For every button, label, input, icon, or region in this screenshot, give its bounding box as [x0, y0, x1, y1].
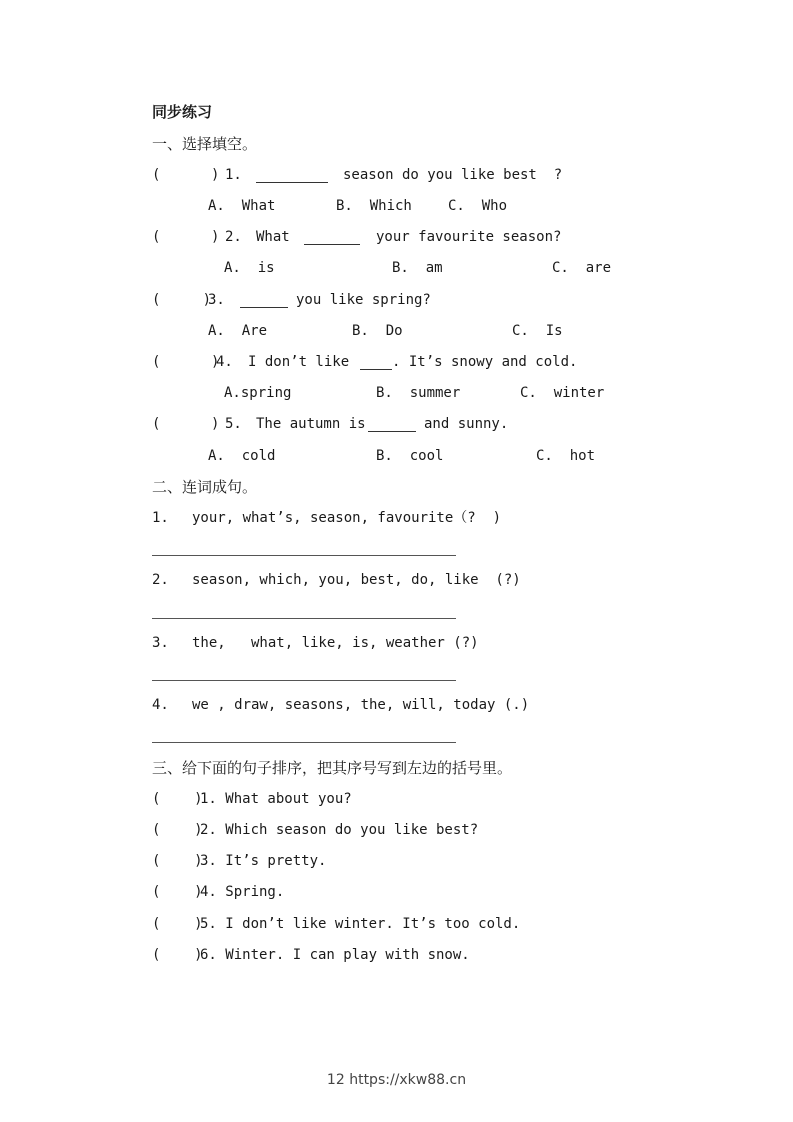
footer-url[interactable]: https://xkw88.cn	[349, 1072, 467, 1088]
section3-heading: 三、给下面的句子排序，把其序号写到左边的括号里。	[152, 759, 513, 777]
option-b: B. cool	[376, 448, 444, 464]
option-c: C. Is	[512, 323, 563, 339]
answer-line[interactable]	[152, 680, 456, 681]
question-text: season do you like best ?	[343, 167, 563, 183]
section2-heading: 二、连词成句。	[152, 478, 258, 496]
fill-blank[interactable]	[304, 244, 360, 245]
word-list: season, which, you, best, do, like (?)	[192, 572, 521, 588]
sentence: 5. I don’t like winter. It’s too cold.	[200, 916, 521, 932]
item-number: 3.	[152, 635, 169, 651]
sentence: 1. What about you?	[200, 791, 352, 807]
answer-bracket[interactable]: ( )	[152, 354, 220, 370]
question-number: 3.	[208, 292, 225, 308]
section1-heading: 一、选择填空。	[152, 135, 258, 153]
question-prefix: The autumn is	[256, 416, 366, 432]
option-a: A. is	[224, 260, 275, 276]
page-footer	[0, 1072, 793, 1088]
answer-bracket[interactable]: ( )	[152, 292, 212, 308]
option-a: A. What	[208, 198, 276, 214]
page-number: 12	[326, 1072, 345, 1088]
answer-bracket[interactable]: ( )	[152, 416, 220, 432]
question-text: and sunny.	[424, 416, 509, 432]
answer-bracket[interactable]: ( )	[152, 853, 203, 869]
answer-bracket[interactable]: ( )	[152, 916, 203, 932]
option-b: B. Do	[352, 323, 403, 339]
page-title: 同步练习	[152, 103, 213, 121]
word-list: your, what’s, season, favourite（? )	[192, 510, 502, 526]
answer-bracket[interactable]: ( )	[152, 229, 220, 245]
option-b: B. summer	[376, 385, 461, 401]
option-b: B. am	[392, 260, 443, 276]
option-c: C. hot	[536, 448, 596, 464]
answer-line[interactable]	[152, 742, 456, 743]
option-a: A. cold	[208, 448, 276, 464]
question-number: 4.	[216, 354, 233, 370]
item-number: 2.	[152, 572, 169, 588]
answer-bracket[interactable]: ( )	[152, 884, 203, 900]
option-a: A.spring	[224, 385, 292, 401]
sentence: 2. Which season do you like best?	[200, 822, 479, 838]
question-prefix: I don’t like	[248, 354, 350, 370]
option-b: B. Which	[336, 198, 412, 214]
question-prefix: What	[256, 229, 290, 245]
answer-bracket[interactable]: ( )	[152, 947, 203, 963]
word-list: we , draw, seasons, the, will, today (.)	[192, 697, 530, 713]
sentence: 4. Spring.	[200, 884, 285, 900]
fill-blank[interactable]	[368, 431, 416, 432]
fill-blank[interactable]	[256, 182, 328, 183]
question-text: your favourite season?	[376, 229, 562, 245]
answer-line[interactable]	[152, 618, 456, 619]
item-number: 1.	[152, 510, 169, 526]
answer-bracket[interactable]: ( )	[152, 822, 203, 838]
question-number: 5.	[225, 416, 242, 432]
option-c: C. are	[552, 260, 612, 276]
answer-line[interactable]	[152, 555, 456, 556]
question-number: 1.	[225, 167, 242, 183]
question-text: . It’s snowy and cold.	[392, 354, 578, 370]
item-number: 4.	[152, 697, 169, 713]
question-number: 2.	[225, 229, 242, 245]
word-list: the, what, like, is, weather (?)	[192, 635, 479, 651]
answer-bracket[interactable]: ( )	[152, 791, 203, 807]
fill-blank[interactable]	[240, 307, 288, 308]
question-text: you like spring?	[296, 292, 431, 308]
sentence: 3. It’s pretty.	[200, 853, 327, 869]
option-a: A. Are	[208, 323, 268, 339]
option-c: C. winter	[520, 385, 605, 401]
fill-blank[interactable]	[360, 369, 392, 370]
answer-bracket[interactable]: ( )	[152, 167, 220, 183]
sentence: 6. Winter. I can play with snow.	[200, 947, 470, 963]
option-c: C. Who	[448, 198, 508, 214]
